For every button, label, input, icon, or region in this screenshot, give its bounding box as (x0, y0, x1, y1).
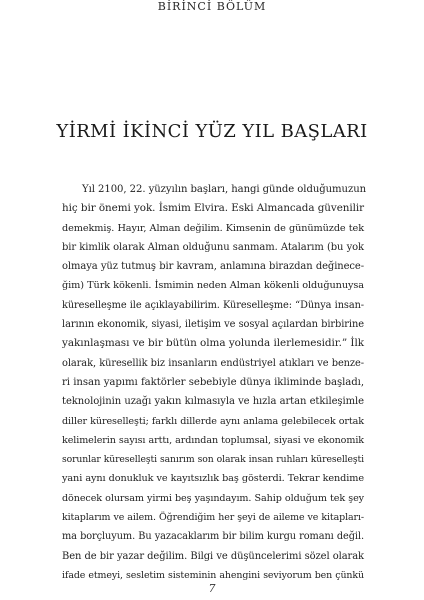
text-line: ri insan yapımı faktörler sebebiyle dünya ikliminde başladı, (62, 376, 364, 388)
text-line: demekmiş. Hayır, Alman değilim. Kimsenin de günümüzde tek (62, 222, 364, 234)
text-line: sorunlar küreselleşti sanırım son olarak insan ruhları küreselleşti (62, 454, 364, 466)
text-line: olmaya yüz tutmuş bir kavram, anlamına birazdan değinece- (62, 261, 364, 273)
text-line: Ben de bir yazar değilim. Bilgi ve düşüncelerimi sözel olarak (62, 550, 364, 562)
text-line: dönecek olursam yirmi beş yaşındayım. Sahip olduğum tek şey (62, 492, 364, 504)
text-line: kitaplarım ve ailem. Öğrendiğim her şeyi de aileme ve kitapları- (62, 512, 364, 524)
page-number: 7 (208, 582, 216, 595)
text-line: diller küreselleşti; farklı dillerde aynı anlama gelebilecek ortak (62, 415, 364, 427)
text-line: ğim) Türk kökenli. İsmimin neden Alman kökenli olduğunuysa (62, 280, 364, 292)
chapter-title: YİRMİ İKİNCİ YÜZ YIL BAŞLARI (56, 121, 368, 142)
text-line: olarak, küresellik biz insanların endüstriyel atıkları ve benze- (62, 357, 364, 369)
text-line: küreselleşme ile açıklayabilirim. Küreselleşme: “Dünya insan- (62, 299, 364, 311)
text-line: hiç bir önemi yok. İsmim Elvira. Eski Almancada güvenilir (62, 202, 364, 215)
body-paragraph (62, 180, 367, 585)
text-line: yakınlaşması ve bir bütün olma yolunda ilerlemesidir.” İlk (62, 337, 364, 350)
text-line: ma borçluyum. Bu yazacaklarım bir bilim kurgu romanı değil. (62, 531, 364, 543)
text-line: teknolojinin uzağı yakın kılmasıyla ve hızla artan etkileşimle (62, 396, 364, 408)
text-line: Yıl 2100, 22. yüzyılın başları, hangi günde olduğumuzun (82, 184, 367, 195)
text-line: yani aynı donukluk ve kayıtsızlık baş gösterdi. Tekrar kendime (62, 473, 364, 485)
text-line: larının ekonomik, siyasi, iletişim ve sosyal açılardan birbirine (62, 319, 364, 331)
text-line: bir kimlik olarak Alman olduğunu sanmam. Atalarım (bu yok (62, 241, 364, 253)
text-line: ifade etmeyi, sesletim sisteminin ahengini seviyorum ben çünkü (62, 569, 364, 581)
text-line: kelimelerin sayısı arttı, ardından toplumsal, siyasi ve ekonomik (62, 434, 364, 446)
running-head: BİRİNCİ BÖLÜM (157, 0, 267, 13)
